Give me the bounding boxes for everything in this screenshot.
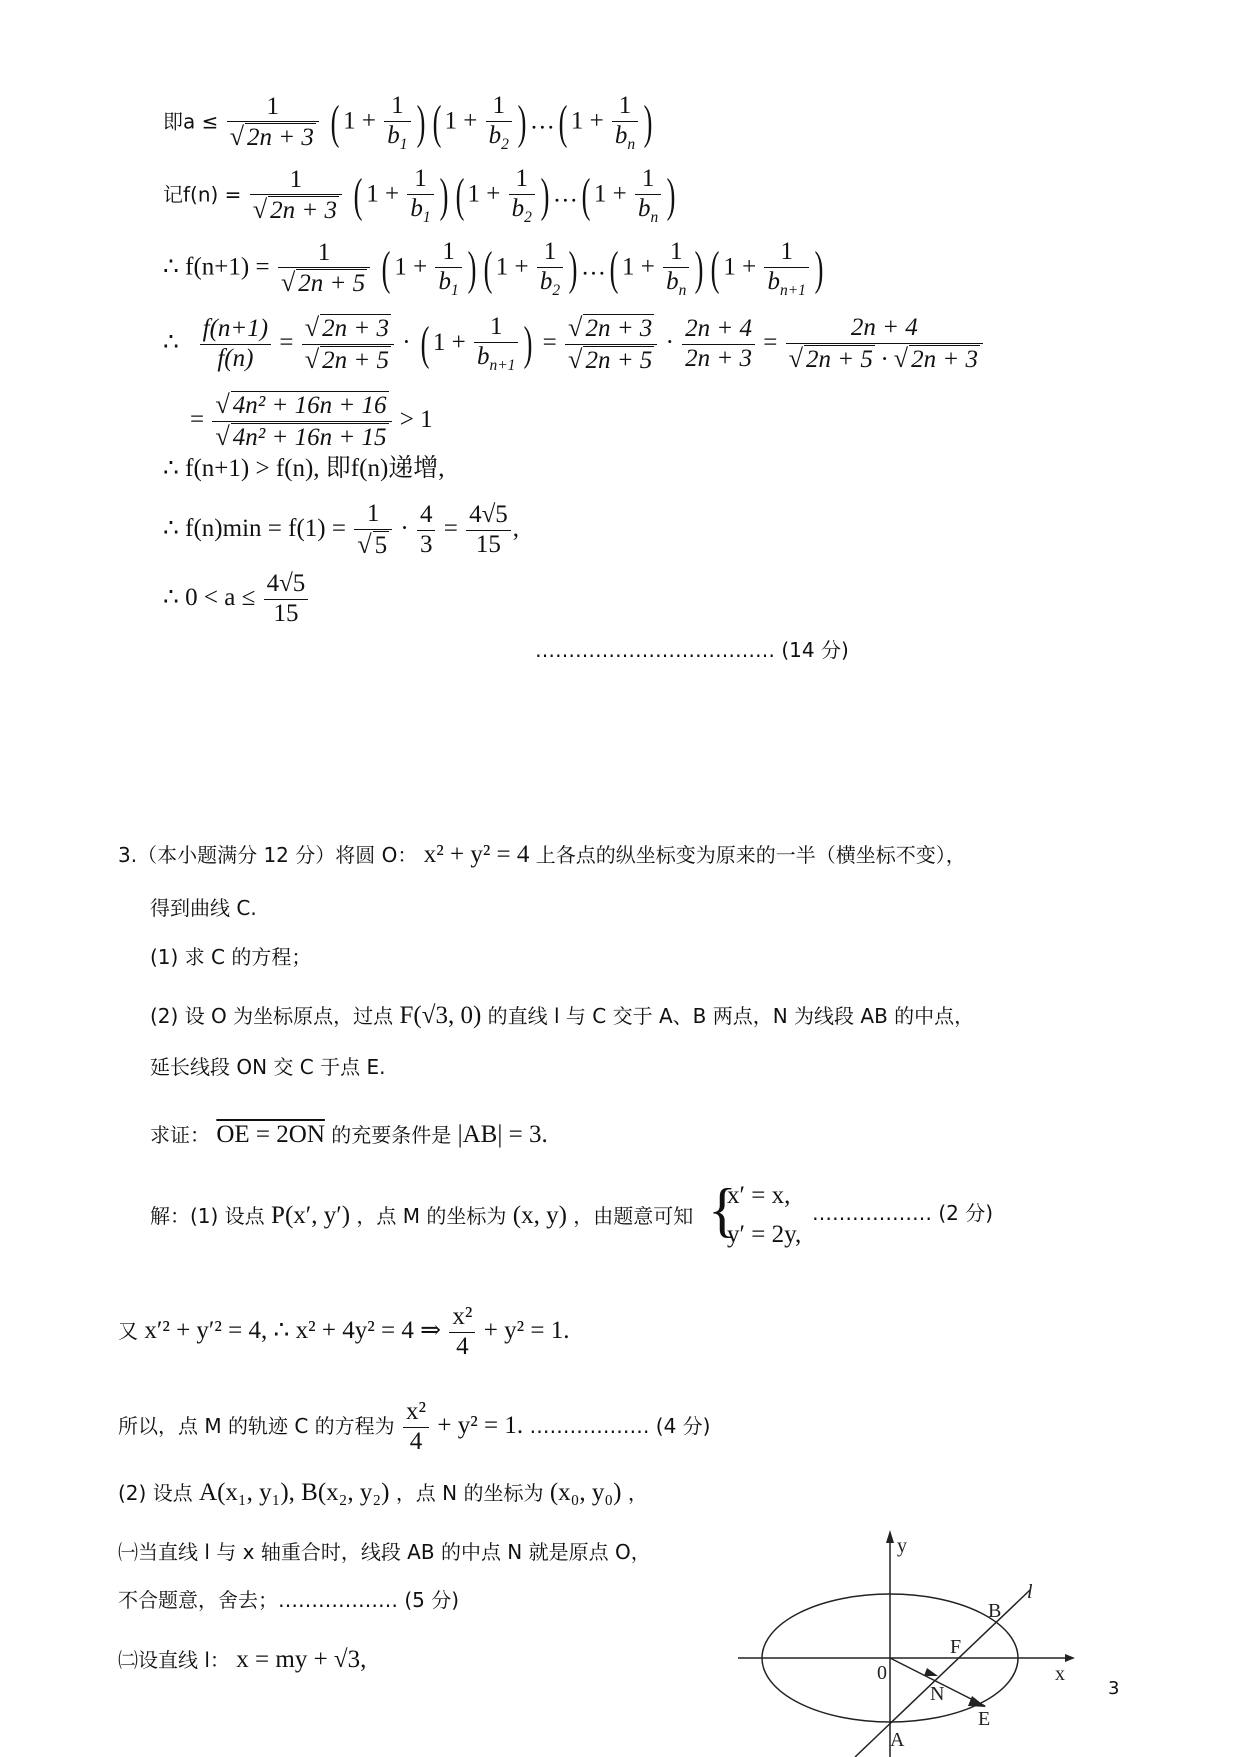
- question-1: (1) 求 C 的方程；: [150, 945, 312, 969]
- math-line-3: ∴ f(n+1) = $\frac{1}{√ 2n + 5}$ ( 1 + $\frac{1}{b_1}$ ) ( 1 + $\frac{1}{b_2}$ ) …( 1 + $\frac{1}{b_n}$ ) ( 1 + $\frac{1}{b_{n+1}}$ ): [163, 238, 824, 299]
- label-a: A: [890, 1729, 905, 1751]
- math-line-1: 即a ≤ $\frac{1}{√ 2n + 3}$ ( 1 + $\frac{1}{b_1}$ ) ( 1 + $\frac{1}{b_2}$ ) …( 1 + $\frac{1}{b_n}$ ): [163, 92, 653, 153]
- part-2: (2) 设点 A(x₁, y₁), B(x₂, y₂) ，点 N 的坐标为 (x₀, y₀) ，: [118, 1479, 648, 1506]
- label-origin: 0: [877, 1662, 887, 1684]
- case-1: ㈠当直线 l 与 x 轴重合时，线段 AB 的中点 N 就是原点 O，: [118, 1540, 651, 1564]
- math-line-7: ∴ f(n)min = f(1) = $\frac{1}{√ 5}$ · $\frac{4}{3}$ = $\frac{4√5}{15}$ ,: [163, 500, 520, 559]
- solution-you: 又 x′² + y′² = 4, ∴ x² + 4y² = 4 ⇒ $\frac{\text{x²}}{4}$ + y² = 1.: [118, 1303, 570, 1360]
- label-b: B: [988, 1600, 1002, 1622]
- math-line-2: 记f(n) = $\frac{1}{√ 2n + 3}$ ( 1 + $\frac{1}{b_1}$ ) ( 1 + $\frac{1}{b_2}$ ) …( 1 + $\frac{1}{b_n}$ ): [163, 165, 676, 226]
- solution-suoyi: 所以，点 M 的轨迹 C 的方程为 $\frac{\text{x²}}{4}$ + y² = 1. ……………… (4 分): [118, 1398, 711, 1455]
- system-brace: {: [708, 1177, 737, 1243]
- proof-statement: 求证： OE = 2ON 的充要条件是 |AB| = 3.: [150, 1121, 548, 1148]
- label-y: y: [897, 1535, 907, 1557]
- ellipse-figure: [735, 1525, 1075, 1757]
- math-line-6: ∴ f(n+1) > f(n), 即f(n)递增,: [163, 455, 445, 482]
- question-2-cont: 延长线段 ON 交 C 于点 E.: [150, 1055, 386, 1079]
- problem3-line2: 得到曲线 C.: [150, 896, 257, 920]
- label-x: x: [1055, 1663, 1065, 1685]
- case-2: ㈡设直线 l： x = my + √3,: [118, 1646, 367, 1673]
- score-14: ……………………………… (14 分): [535, 638, 849, 662]
- x-arrow: [1065, 1654, 1075, 1662]
- page-number: 3: [1108, 1678, 1120, 1699]
- label-e: E: [978, 1708, 991, 1730]
- solution-1: 解：(1) 设点 P(x′, y′) ，点 M 的坐标为 (x, y) ，由题意可知: [150, 1202, 694, 1229]
- label-n: N: [930, 1683, 945, 1705]
- problem3-title: 3.（本小题满分 12 分）将圆 O： x² + y² = 4 上各点的纵坐标变为原来的一半（横坐标不变），: [118, 841, 966, 868]
- math-line-5: = $\frac{\text{√ 4n² + 16n + 16}}{\text{√ 4n² + 16n + 15}}$ > 1: [190, 390, 433, 451]
- system-eq-2: y′ = 2y,: [727, 1221, 802, 1248]
- question-2: (2) 设 O 为坐标原点，过点 F(√3, 0) 的直线 l 与 C 交于 A、B 两点，N 为线段 AB 的中点，: [150, 1002, 975, 1029]
- label-l: l: [1027, 1581, 1033, 1603]
- system-eq-1: x′ = x,: [727, 1182, 791, 1209]
- arrow-n: [924, 1668, 938, 1676]
- y-arrow: [886, 1530, 894, 1543]
- math-line-4: ∴ $\frac{f(n+1)}{f(n)}$ = $\frac{√ 2n + 3}{√ 2n + 5}$ · ( 1 + $\frac{1}{b_{n+1}}$ ) = $\frac{√ 2n + 3}{√ 2n + 5}$ · $\frac{2n + 4}{2n + 3}$ = $\frac{2n + 4}{√ 2n + 5 \cdot √ 2n + 3}$: [163, 313, 985, 376]
- math-line-8: ∴ 0 < a ≤ $\frac{4√5}{15}$: [163, 570, 310, 629]
- case-1-cont: 不合题意，舍去；……………… (5 分): [118, 1588, 460, 1612]
- label-f: F: [950, 1636, 962, 1658]
- score-2: ……………… (2 分): [812, 1201, 994, 1225]
